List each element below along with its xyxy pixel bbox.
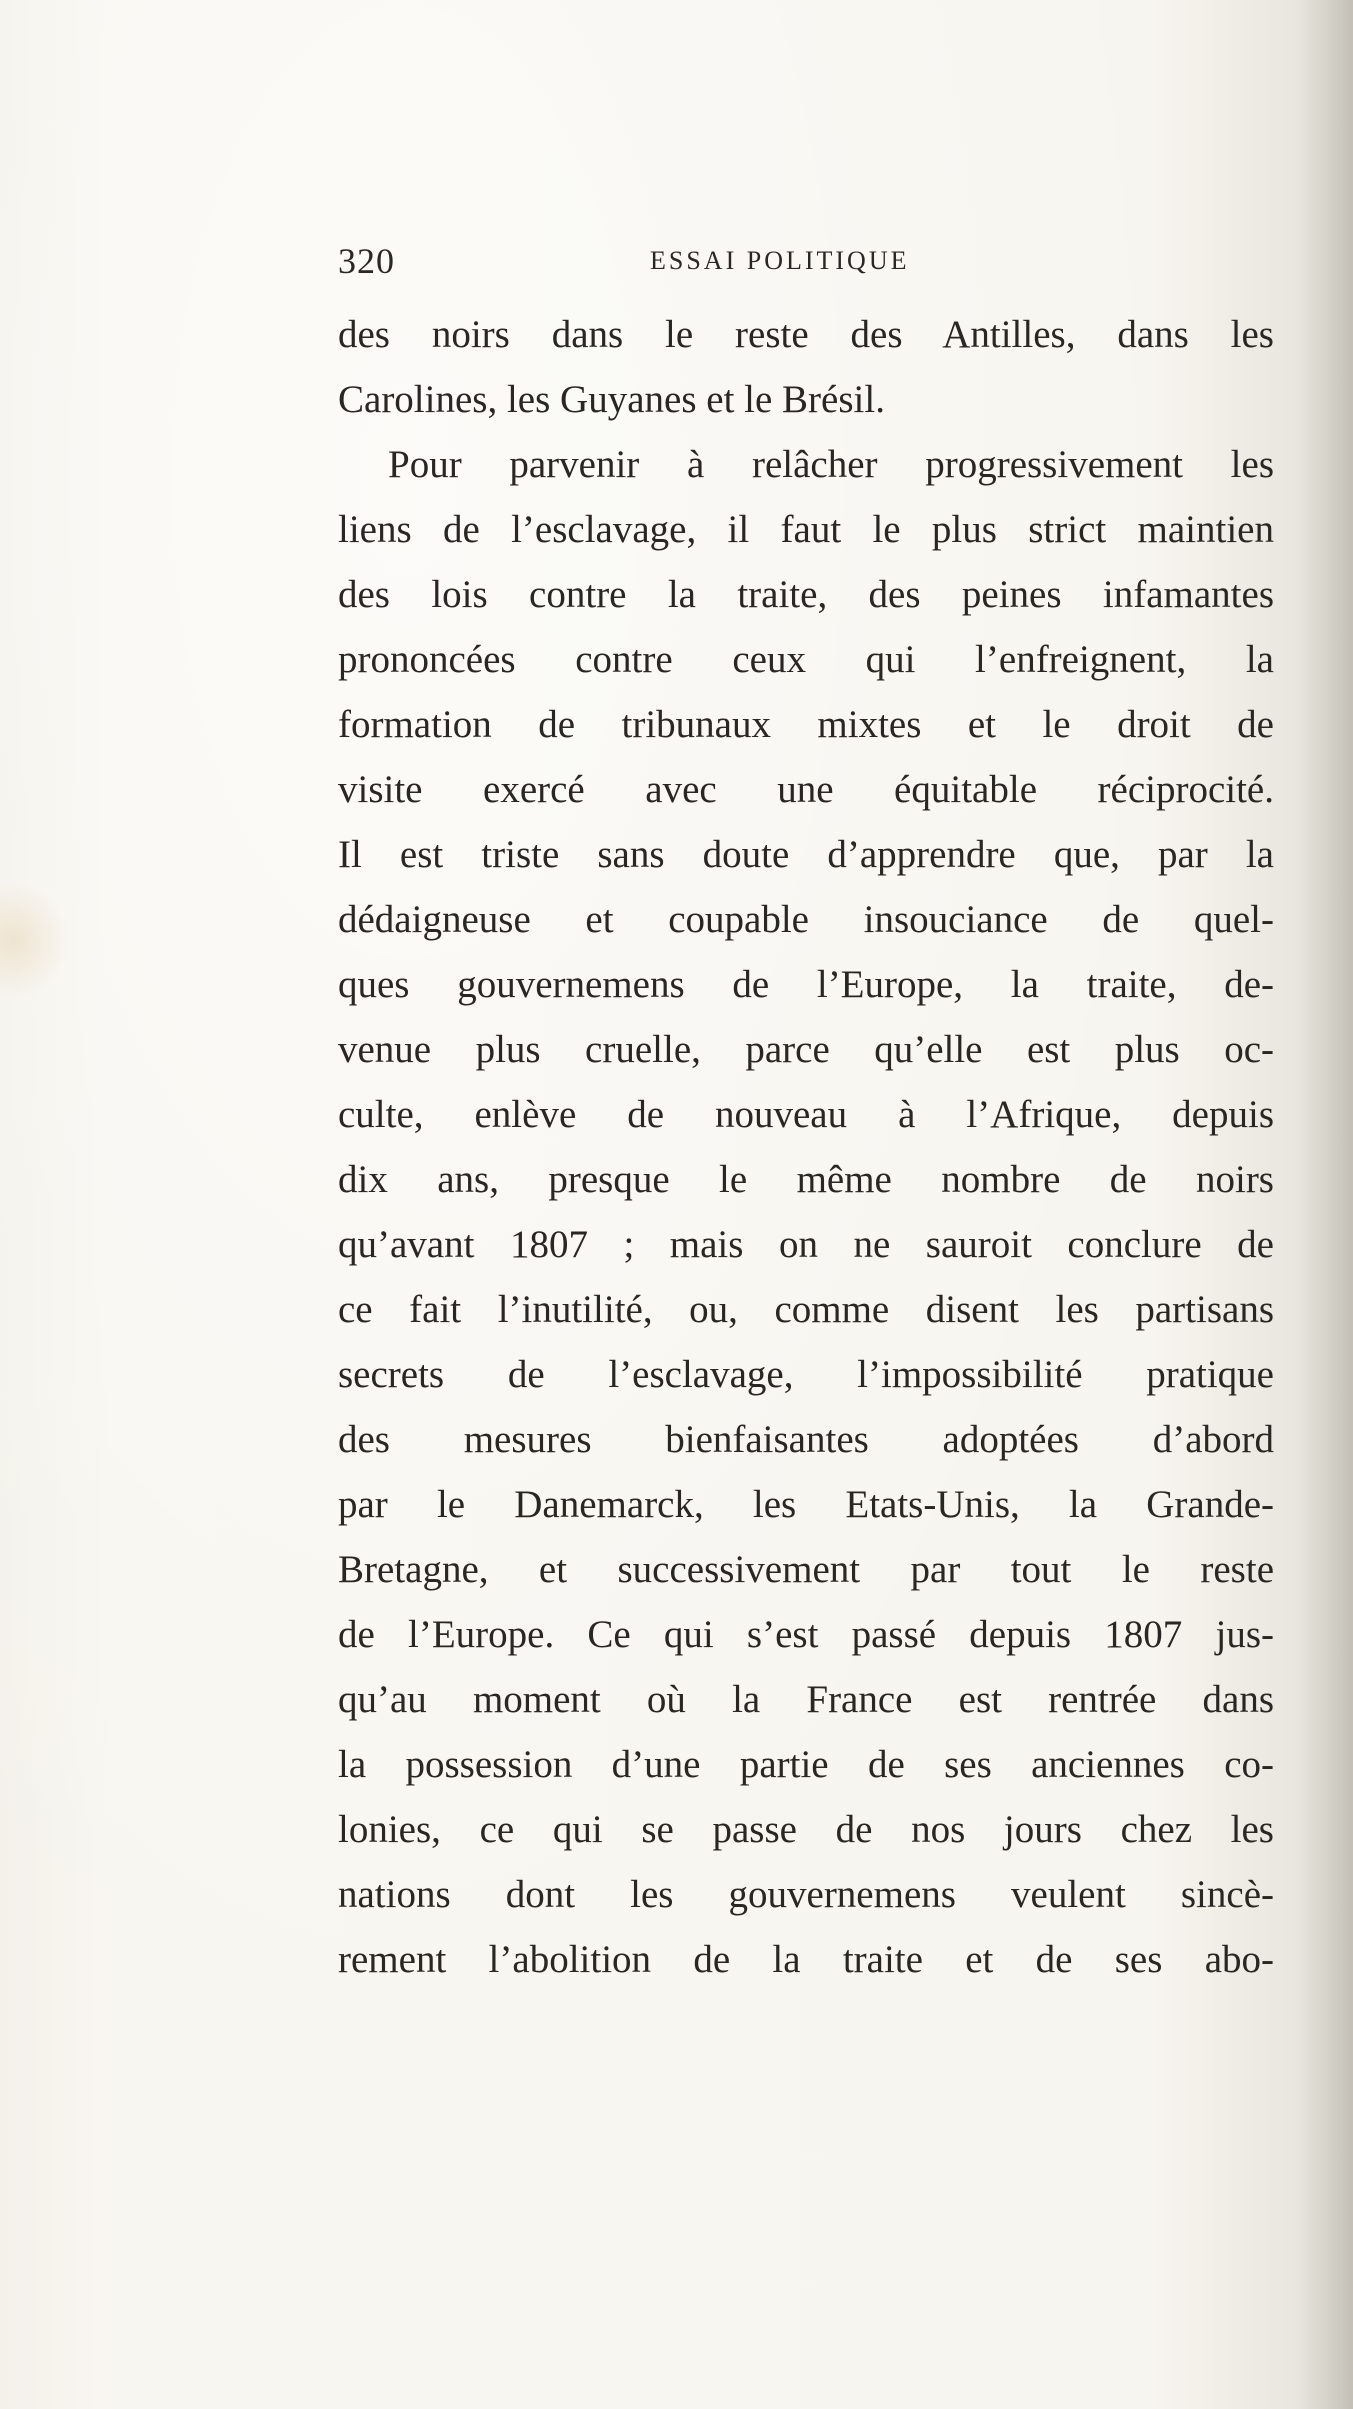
text-line: Carolines, les Guyanes et le Brésil. (338, 378, 885, 421)
text-line: par le Danemarck, les Etats-Unis, la Grande- (338, 1483, 1274, 1526)
text-line: formation de tribunaux mixtes et le droit de (338, 703, 1274, 746)
text-line: des mesures bienfaisantes adoptées d’abord (338, 1418, 1274, 1461)
text-line: liens de l’esclavage, il faut le plus strict maintien (338, 508, 1274, 551)
text-line: qu’au moment où la France est rentrée dans (338, 1678, 1274, 1721)
text-line: Pour parvenir à relâcher progressivement les (388, 443, 1274, 486)
text-line: qu’avant 1807 ; mais on ne sauroit conclure de (338, 1223, 1274, 1266)
text-line: ce fait l’inutilité, ou, comme disent les partisans (338, 1288, 1274, 1331)
text-line: ques gouvernemens de l’Europe, la traite, de- (338, 963, 1274, 1006)
text-line: nations dont les gouvernemens veulent sincè- (338, 1873, 1274, 1916)
text-line: la possession d’une partie de ses anciennes co- (338, 1743, 1274, 1786)
text-line: des noirs dans le reste des Antilles, dans les (338, 313, 1274, 356)
text-line: venue plus cruelle, parce qu’elle est plus oc- (338, 1028, 1274, 1071)
text-line: de l’Europe. Ce qui s’est passé depuis 1807 jus- (338, 1613, 1274, 1656)
text-line: rement l’abolition de la traite et de ses abo- (338, 1938, 1274, 1981)
text-line: Il est triste sans doute d’apprendre que, par la (338, 833, 1274, 876)
text-line: Bretagne, et successivement par tout le reste (338, 1548, 1274, 1591)
text-line: secrets de l’esclavage, l’impossibilité pratique (338, 1353, 1274, 1396)
text-line: des lois contre la traite, des peines infamantes (338, 573, 1274, 616)
text-line: dédaigneuse et coupable insouciance de quel- (338, 898, 1274, 941)
body-text (338, 302, 1274, 1992)
gutter-shadow (1293, 0, 1353, 2409)
text-line: culte, enlève de nouveau à l’Afrique, depuis (338, 1093, 1274, 1136)
text-line: visite exercé avec une équitable réciprocité. (338, 768, 1274, 811)
paper-stain (0, 880, 70, 1000)
page-number: 320 (338, 241, 395, 281)
running-title: ESSAI POLITIQUE (650, 246, 910, 275)
text-line: lonies, ce qui se passe de nos jours chez les (338, 1808, 1274, 1851)
text-line: dix ans, presque le même nombre de noirs (338, 1158, 1274, 1201)
text-line: prononcées contre ceux qui l’enfreignent, la (338, 638, 1274, 681)
running-head (338, 240, 1018, 290)
